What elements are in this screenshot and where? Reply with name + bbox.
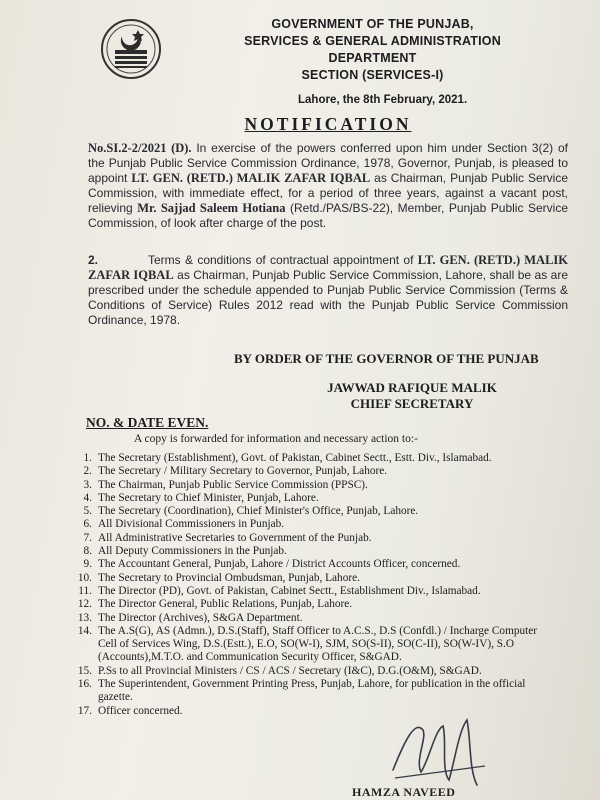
recipient-item [58, 665, 558, 678]
recipient-list [58, 452, 558, 718]
by-order-line: BY ORDER OF THE GOVERNOR OF THE PUNJAB [234, 351, 539, 366]
recipient-item [58, 558, 558, 571]
signatory-block [292, 380, 532, 412]
recipient-text: The Accountant General, Punjab, Lahore / District Accounts Officer, concerned. [98, 558, 461, 571]
recipient-text: The Director (Archives), S&GA Department. [98, 611, 303, 624]
recipient-text: The A.S(G), AS (Admn.), D.S.(Staff), Staff Officer to A.C.S., D.S (Confdl.) / Incharge Computer Cell of Services Wing, D.S.(Estt.), E.O, SO(W-I), SJM, SO(S-II), SO(C-II), SO(W-IV), S.O (Accounts),M.T.O. and Communication Security Officer, S&GAD. [98, 624, 538, 664]
recipient-number: 13. [77, 611, 92, 624]
letterhead-line-3: DEPARTMENT [328, 51, 417, 65]
recipient-number: 15. [77, 664, 92, 677]
recipient-item [58, 572, 558, 585]
recipient-number: 12. [77, 598, 92, 611]
recipient-number: 17. [77, 704, 92, 717]
recipient-number: 8. [83, 545, 92, 558]
recipient-number: 5. [83, 505, 92, 518]
letterhead-line-4: SECTION (SERVICES-I) [301, 68, 444, 82]
recipient-number: 16. [77, 678, 92, 691]
government-emblem-logo [100, 18, 162, 80]
recipient-item [58, 612, 558, 625]
recipient-item [58, 479, 558, 492]
recipient-text: The Director (PD), Govt. of Pakistan, Cabinet Sectt., Establishment Div., Islamabad. [98, 584, 481, 597]
letterhead [200, 16, 545, 84]
paragraph-1 [88, 141, 568, 231]
recipient-text: The Secretary to Chief Minister, Punjab, Lahore. [98, 491, 319, 504]
recipient-number: 14. [77, 624, 92, 637]
recipient-item [58, 598, 558, 611]
recipient-item [58, 545, 558, 558]
recipient-text: The Superintendent, Government Printing Press, Punjab, Lahore, for publication in the official gazette. [98, 678, 526, 704]
relieved-officer-name: Mr. Sajjad Saleem Hotiana [137, 201, 286, 215]
recipient-item [58, 518, 558, 531]
recipient-item [58, 505, 558, 518]
recipient-item [58, 452, 558, 465]
paragraph-2-text-b: as Chairman, Punjab Public Service Commission, Lahore, shall be as are prescribed under the schedule appended to Punjab Public Service Commission (Terms & Conditions of Service) Rules 2012 read with the Punjab Public Service Commission Ordinance, 1978. [88, 268, 569, 327]
recipient-number: 4. [83, 491, 92, 504]
recipient-text: P.Ss to all Provincial Ministers / CS / ACS / Secretary (I&C), D.G.(O&M), S&GAD. [98, 664, 482, 677]
recipient-text: Officer concerned. [98, 704, 183, 717]
letterhead-line-2: SERVICES & GENERAL ADMINISTRATION [244, 34, 501, 48]
recipient-item [58, 532, 558, 545]
recipient-number: 7. [83, 531, 92, 544]
recipient-text: All Administrative Secretaries to Government of the Punjab. [98, 531, 372, 544]
document-title: NOTIFICATION [244, 114, 412, 134]
reference-number: No.SI.2-2/2021 (D). [88, 141, 192, 155]
handwritten-signature [385, 700, 495, 795]
notification-date: Lahore, the 8th February, 2021. [298, 94, 468, 106]
recipient-number: 1. [83, 452, 92, 464]
recipient-text: All Divisional Commissioners in Punjab. [98, 518, 285, 531]
signatory-name: JAWWAD RAFIQUE MALIK [327, 380, 497, 395]
recipient-number: 3. [83, 478, 92, 491]
recipient-text: The Secretary / Military Secretary to Governor, Punjab, Lahore. [98, 465, 388, 478]
appointee-name: LT. GEN. (RETD.) MALIK ZAFAR IQBAL [131, 171, 371, 185]
officer-name-footer: HAMZA NAVEED [352, 785, 456, 799]
signatory-designation: CHIEF SECRETARY [350, 396, 474, 411]
recipient-number: 11. [78, 584, 92, 597]
recipient-text: The Secretary (Coordination), Chief Minister's Office, Punjab, Lahore. [98, 505, 419, 518]
recipient-item [58, 585, 558, 598]
paragraph-1-text-c: (Retd./PAS/BS-22), Member, Punjab Public Service Commission, of look after charge of the post. [88, 201, 568, 230]
recipient-number: 9. [83, 558, 92, 571]
number-and-date-even: NO. & DATE EVEN. [86, 415, 209, 430]
recipient-text: The Director General, Public Relations, Punjab, Lahore. [98, 598, 353, 611]
recipient-text: All Deputy Commissioners in the Punjab. [98, 545, 287, 558]
paragraph-1-text-a: In exercise of the powers conferred upon him under Section 3(2) of the Punjab Public Service Commission Ordinance, 1978, Governor, Punjab, is pleased to appoint [88, 141, 568, 185]
recipient-item [58, 492, 558, 505]
paragraph-2-text-a: Terms & conditions of contractual appointment of [148, 253, 418, 267]
recipient-item [58, 465, 558, 478]
recipient-text: The Secretary (Establishment), Govt. of Pakistan, Cabinet Sectt., Estt. Div., Islamabad. [98, 452, 492, 464]
recipient-number: 2. [83, 465, 92, 478]
paragraph-1-text-b: as Chairman, Punjab Public Service Commission, with immediate effect, for a period of three years, against a vacant post, relieving [88, 171, 568, 215]
paragraph-number: 2. [88, 253, 99, 267]
recipient-text: The Chairman, Punjab Public Service Commission (PPSC). [98, 478, 368, 491]
recipient-number: 10. [77, 571, 92, 584]
appointee-name-2: LT. GEN. (RETD.) MALIK ZAFAR IQBAL [88, 253, 568, 282]
recipient-text: The Secretary to Provincial Ombudsman, Punjab, Lahore. [98, 571, 360, 584]
letterhead-line-1: GOVERNMENT OF THE PUNJAB, [271, 17, 474, 31]
recipient-item [58, 625, 558, 665]
recipient-number: 6. [83, 518, 92, 531]
copy-forwarded-intro: A copy is forwarded for information and necessary action to:- [134, 433, 418, 445]
paragraph-2 [88, 253, 568, 328]
